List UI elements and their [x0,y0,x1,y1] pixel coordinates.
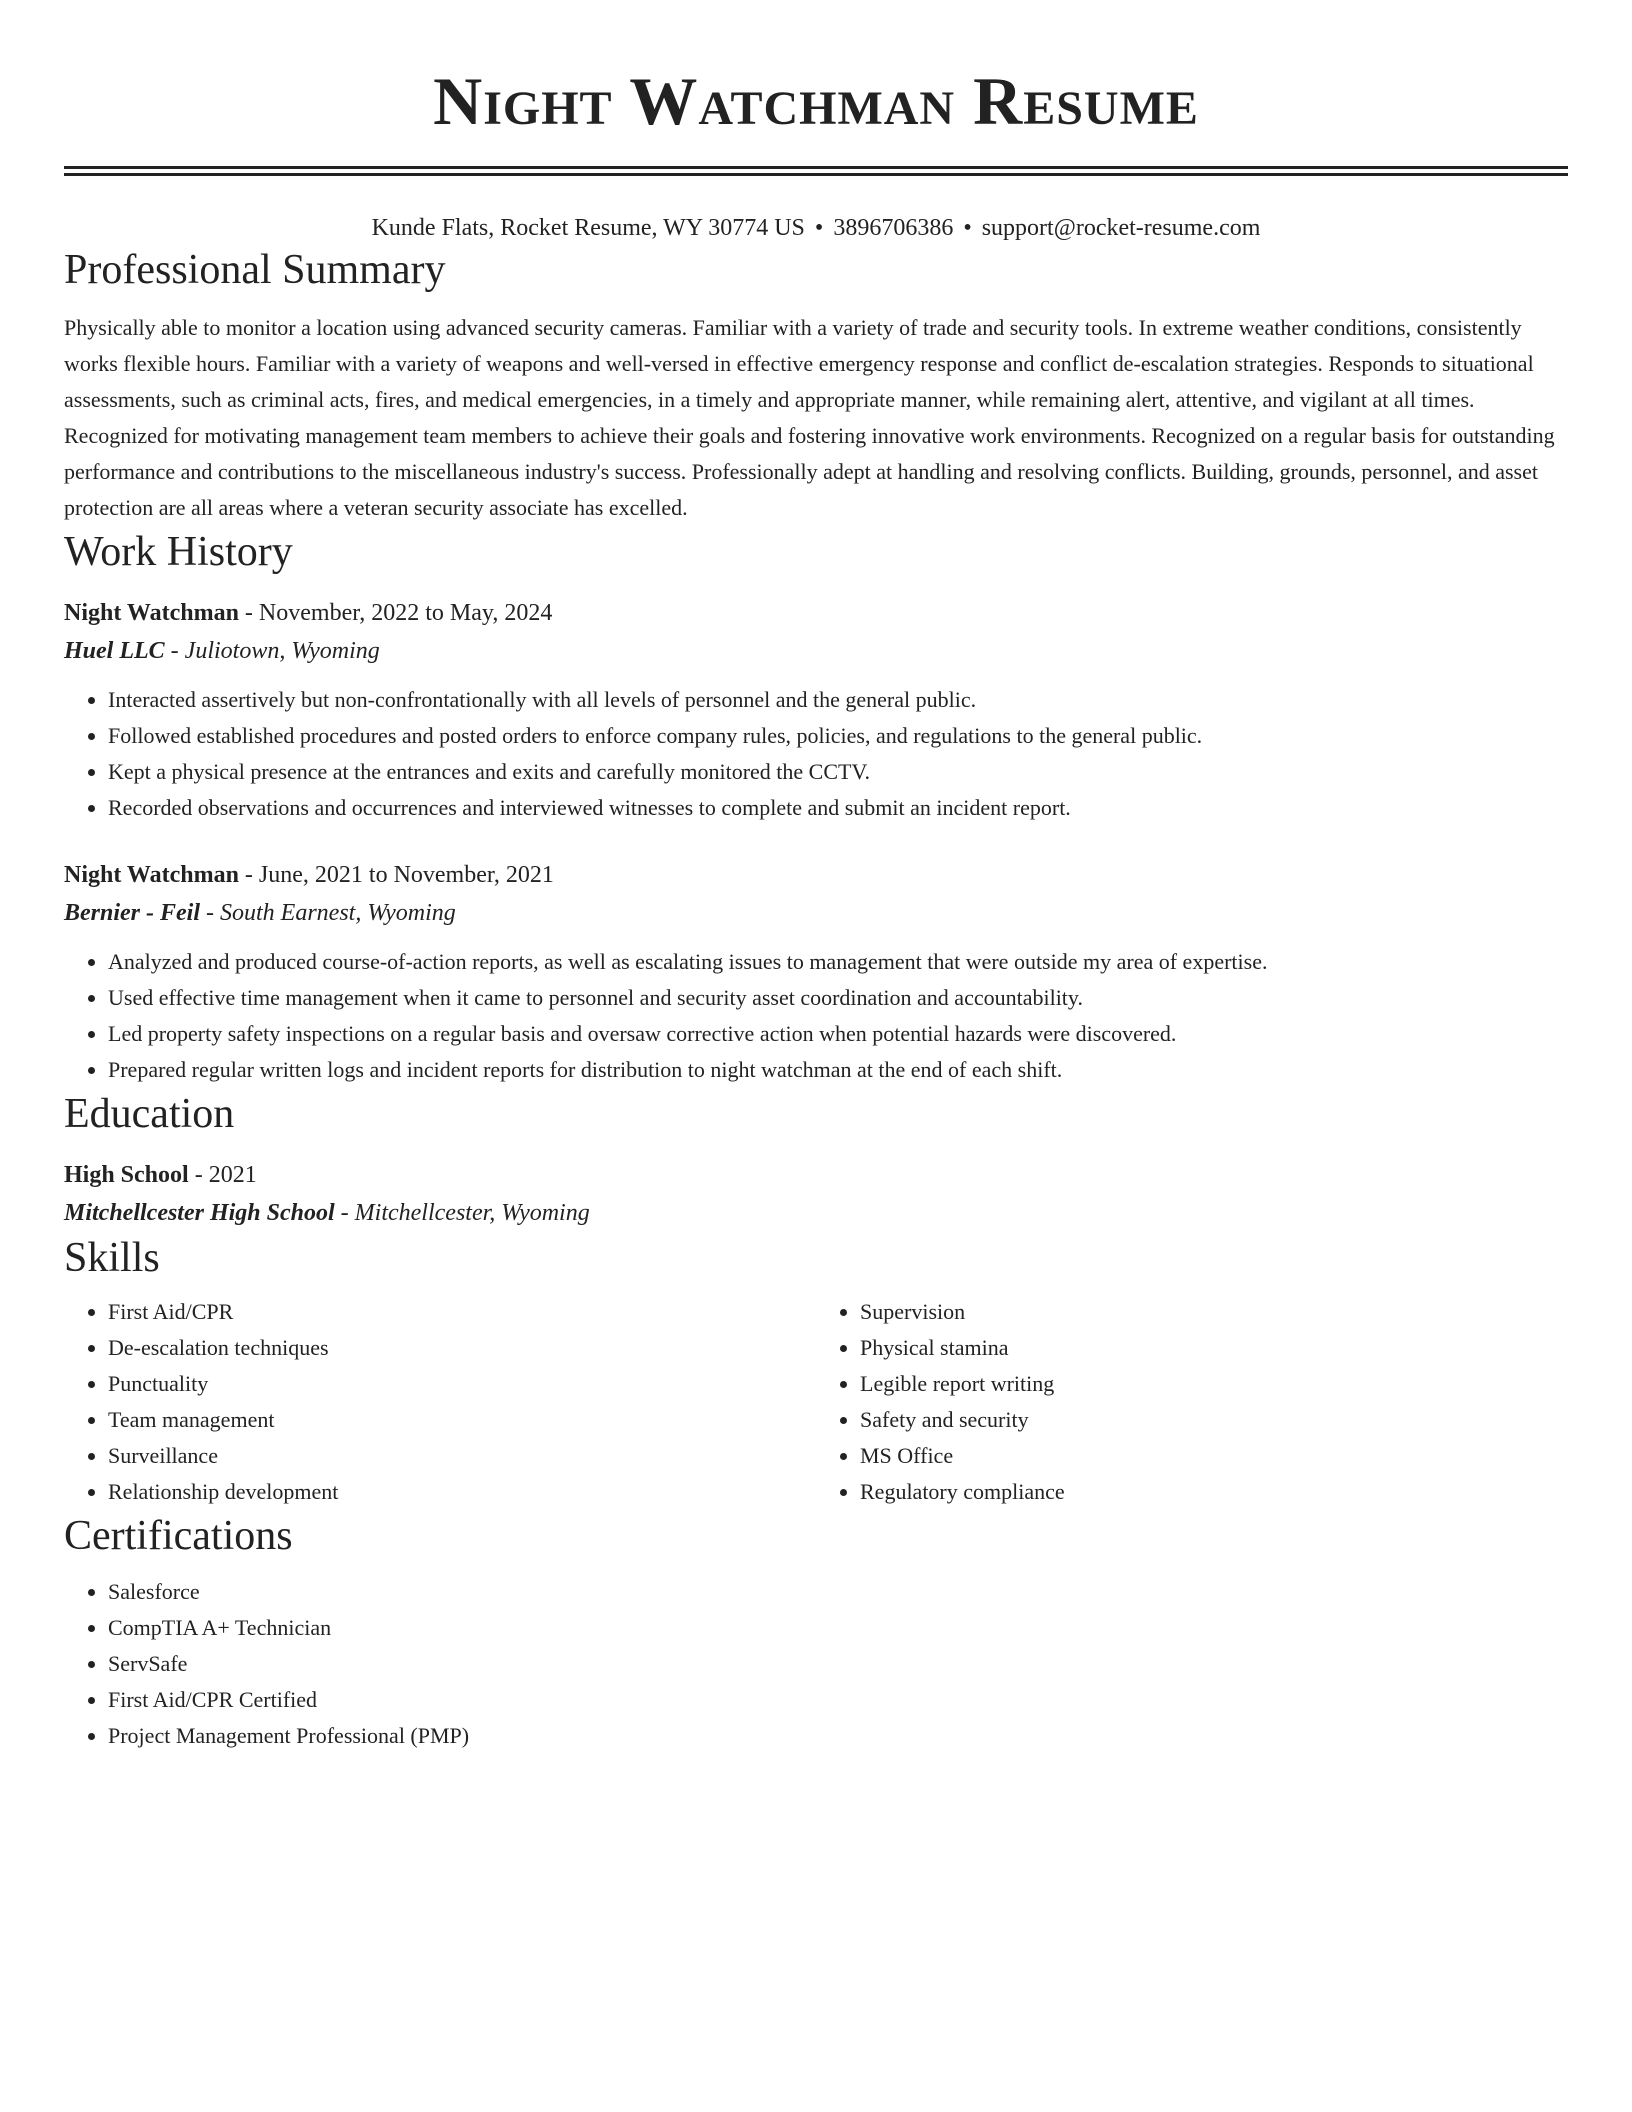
list-item: • First Aid/CPR [108,1294,816,1330]
job-company: Bernier - Feil [64,900,200,926]
job-company: Huel LLC [64,638,165,664]
list-item: • Team management [108,1402,816,1438]
contact-email: support@rocket-resume.com [981,215,1261,241]
list-item: • Prepared regular written logs and incident reports for distribution to night watchman at the end of each shift. [108,1052,1568,1088]
education-school: Mitchellcester High School [64,1200,335,1226]
skills-list-left [64,1294,816,1510]
list-item: • First Aid/CPR Certified [108,1682,1568,1718]
job-position: Night Watchman [64,600,239,626]
education-year: - 2021 [188,1162,257,1188]
list-item: • Followed established procedures and posted orders to enforce company rules, policies, and regulations to the general public. [108,718,1568,754]
skills-grid [64,1294,1568,1510]
summary-text: Physically able to monitor a location using advanced security cameras. Familiar with a variety of trade and security tools. In extreme weather conditions, consistently works flexible hours. Familiar with a variety of weapons and well-versed in effective emergency response and conflict de-escalation strategies. Responds to situational assessments, such as criminal acts, fires, and medical emergencies, in a timely and appropriate manner, while remaining alert, attentive, and vigilant at all times. Recognized for motivating management team members to achieve their goals and fostering innovative work environments. Recognized on a regular basis for outstanding performance and contributions to the miscellaneous industry's success. Professionally adept at handling and resolving conflicts. Building, grounds, personnel, and asset protection are all areas where a veteran security associate has excelled. [64,315,1555,520]
title-divider [64,166,1568,176]
list-item: • Project Management Professional (PMP) [108,1718,1568,1754]
list-item: • CompTIA A+ Technician [108,1610,1568,1646]
skills-list-right [816,1294,1568,1510]
job-duties-list [64,944,1568,1088]
summary-heading: Professional Summary [64,247,446,293]
education-degree: High School [64,1162,189,1188]
certifications-list [64,1574,1568,1754]
job-title-line [64,594,1568,632]
list-item: • Relationship development [108,1474,816,1510]
job-location: - South Earnest, Wyoming [200,900,456,926]
job-duties-list [64,682,1568,826]
job-entry [64,594,1568,826]
job-dates: - November, 2022 to May, 2024 [238,600,553,626]
list-item: • Kept a physical presence at the entrances and exits and carefully monitored the CCTV. [108,754,1568,790]
job-title-line [64,856,1568,894]
skills-heading: Skills [64,1235,160,1281]
education-location: - Mitchellcester, Wyoming [334,1200,590,1226]
contact-phone: 3896706386 [833,215,954,241]
resume-title: Night Watchman Resume [433,63,1199,139]
contact-address: Kunde Flats, Rocket Resume, WY 30774 US [371,215,805,241]
contact-separator: • [814,215,824,241]
list-item: • Used effective time management when it came to personnel and security asset coordination and accountability. [108,980,1568,1016]
education-heading: Education [64,1091,235,1137]
list-item: • Analyzed and produced course-of-action reports, as well as escalating issues to management that were outside my area of expertise. [108,944,1568,980]
list-item: • Physical stamina [860,1330,1568,1366]
job-location: - Juliotown, Wyoming [164,638,380,664]
job-position: Night Watchman [64,862,239,888]
job-company-line [64,632,1568,670]
list-item: • Legible report writing [860,1366,1568,1402]
job-company-line [64,894,1568,932]
list-item: • Supervision [860,1294,1568,1330]
list-item: • Safety and security [860,1402,1568,1438]
education-school-line [64,1194,1568,1232]
list-item: • Interacted assertively but non-confrontationally with all levels of personnel and the general public. [108,682,1568,718]
list-item: • De-escalation techniques [108,1330,816,1366]
list-item: • Surveillance [108,1438,816,1474]
certifications-heading: Certifications [64,1513,293,1559]
education-degree-line [64,1156,1568,1194]
list-item: • Salesforce [108,1574,1568,1610]
list-item: • Regulatory compliance [860,1474,1568,1510]
list-item: • Punctuality [108,1366,816,1402]
work-history-heading: Work History [64,529,293,575]
job-entry [64,856,1568,1088]
list-item: • Led property safety inspections on a regular basis and oversaw corrective action when potential hazards were discovered. [108,1016,1568,1052]
contact-separator: • [963,215,972,241]
contact-line [64,212,1568,244]
education-entry [64,1156,1568,1232]
list-item: • ServSafe [108,1646,1568,1682]
job-dates: - June, 2021 to November, 2021 [238,862,554,888]
list-item: • Recorded observations and occurrences and interviewed witnesses to complete and submit an incident report. [108,790,1568,826]
list-item: • MS Office [860,1438,1568,1474]
